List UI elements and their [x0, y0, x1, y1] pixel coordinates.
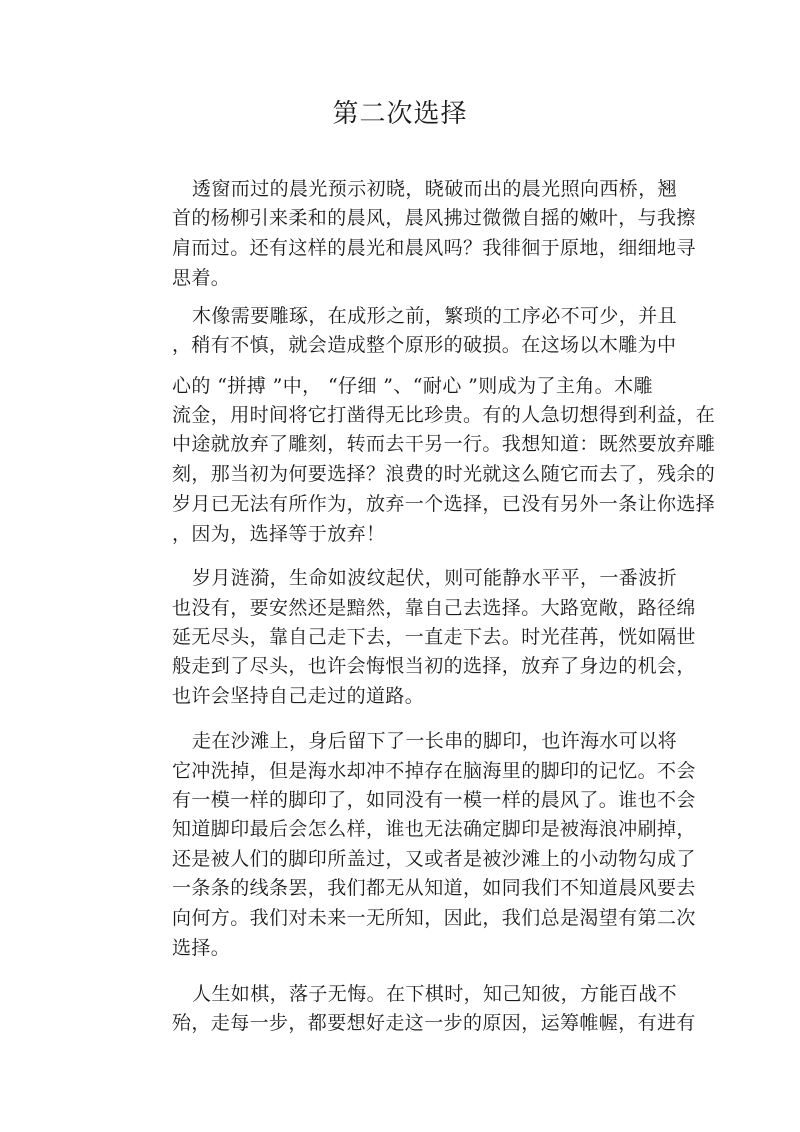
text-line: 一条条的线条罢，我们都无从知道，如同我们不知道晨风要去: [172, 877, 696, 899]
text-line: 有一模一样的脚印了，如同没有一模一样的晨风了。谁也不会: [172, 789, 696, 811]
text-line: 心的 “拼搏 ”中， “仔细 ”、“耐心 ”则成为了主角。木雕: [172, 375, 653, 397]
text-line: 走在沙滩上，身后留下了一长串的脚印，也许海水可以将: [192, 730, 678, 752]
text-line: 也许会坚持自己走过的道路。: [172, 685, 425, 707]
page-title: 第二次选择: [332, 99, 468, 129]
text-line: 殆，走每一步，都要想好走这一步的原因，运筹帷幄，有进有: [172, 1012, 696, 1034]
text-line: 岁月已无法有所作为，放弃一个选择，已没有另外一条让你选择: [172, 493, 716, 515]
text-line: 延无尽头，靠自己走下去，一直走下去。时光荏苒，恍如隔世: [172, 626, 696, 648]
text-line: 知道脚印最后会怎么样，谁也无法确定脚印是被海浪冲刷掉，: [172, 818, 696, 840]
text-line: 也没有，要安然还是黯然，靠自己去选择。大路宽敞，路径绵: [172, 597, 696, 619]
text-line: 中途就放弃了雕刻，转而去干另一行。我想知道：既然要放弃雕: [172, 433, 716, 455]
text-line: 流金，用时间将它打凿得无比珍贵。有的人急切想得到利益，在: [172, 404, 716, 426]
text-line: 选择。: [172, 937, 231, 959]
text-line: 首的杨柳引来柔和的晨风，晨风拂过微微自摇的嫩叶，与我擦: [172, 207, 696, 229]
text-line: 刻，那当初为何要选择？浪费的时光就这么随它而去了，残余的: [172, 463, 716, 485]
text-line: 向何方。我们对未来一无所知，因此，我们总是渴望有第二次: [172, 907, 696, 929]
text-line: 般走到了尽头，也许会悔恨当初的选择，放弃了身边的机会，: [172, 655, 696, 677]
text-line: 思着。: [172, 267, 231, 289]
text-line: 还是被人们的脚印所盖过，又或者是被沙滩上的小动物勾成了: [172, 848, 696, 870]
text-line: 木像需要雕琢，在成形之前，繁琐的工序必不可少，并且: [192, 305, 678, 327]
text-line: 人生如棋，落子无悔。在下棋时，知己知彼，方能百战不: [192, 983, 678, 1005]
text-line: ，稍有不慎，就会造成整个原形的破损。在这场以木雕为中: [172, 334, 677, 356]
text-line: 它冲洗掉，但是海水却冲不掉存在脑海里的脚印的记忆。不会: [172, 760, 696, 782]
text-line: 透窗而过的晨光预示初晓，晓破而出的晨光照向西桥，翘: [192, 178, 678, 200]
text-line: ，因为，选择等于放弃！: [172, 523, 386, 545]
text-line: 岁月涟漪，生命如波纹起伏，则可能静水平平，一番波折: [192, 567, 678, 589]
text-line: 肩而过。还有这样的晨光和晨风吗？我徘徊于原地，细细地寻: [172, 237, 696, 259]
